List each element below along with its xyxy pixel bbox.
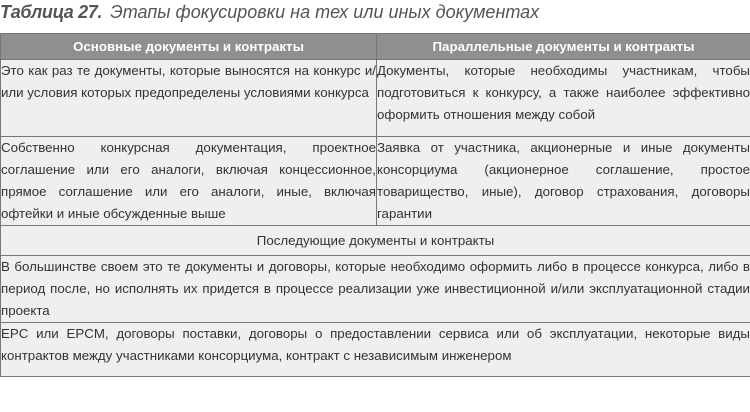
parallel-description-cell: Документы, которые необходимы участникам, чтобы подготовиться к конкурсу, а также наиболее эффективно оформить отношения между собой xyxy=(377,60,750,137)
main-examples-cell: Собственно конкурсная документация, проектное соглашение или его аналоги, включая концессионное, прямое соглашение или его аналоги, иные, включая офтейки и иные обсужденные выше xyxy=(1,137,377,226)
table-row xyxy=(1,256,750,323)
subsequent-examples-cell: EPC или EPCM, договоры поставки, договоры о предоставлении сервиса или об эксплуатации, некоторые виды контрактов между участниками консорциума, контракт с независимым инженером xyxy=(1,323,750,377)
main-description-cell: Это как раз те документы, которые выносятся на конкурс и/или условия которых предопределены условиями конкурса xyxy=(1,60,377,137)
table-row xyxy=(1,137,750,226)
parallel-examples-cell: Заявка от участника, акционерные и иные документы консорциума (акционерное соглашение, простое товарищество, иные), договор страхования, договоры гарантии xyxy=(377,137,750,226)
subsequent-header: Последующие документы и контракты xyxy=(1,226,750,256)
header-row xyxy=(1,34,750,60)
subsequent-description-cell: В большинстве своем это те документы и договоры, которые необходимо оформить либо в процессе конкурса, либо в период после, но исполнять их придется в процессе реализации уже инвестиционной и/или эксплуатационной стадии проекта xyxy=(1,256,750,323)
table-title: Этапы фокусировки на тех или иных документах xyxy=(110,2,540,22)
column-header-main: Основные документы и контракты xyxy=(1,34,377,60)
column-header-parallel: Параллельные документы и контракты xyxy=(377,34,750,60)
table-caption xyxy=(0,0,539,24)
subsequent-header-row xyxy=(1,226,750,256)
table-row xyxy=(1,60,750,137)
table-row xyxy=(1,323,750,377)
stages-table xyxy=(0,33,750,377)
table-number: Таблица 27. xyxy=(0,2,103,22)
